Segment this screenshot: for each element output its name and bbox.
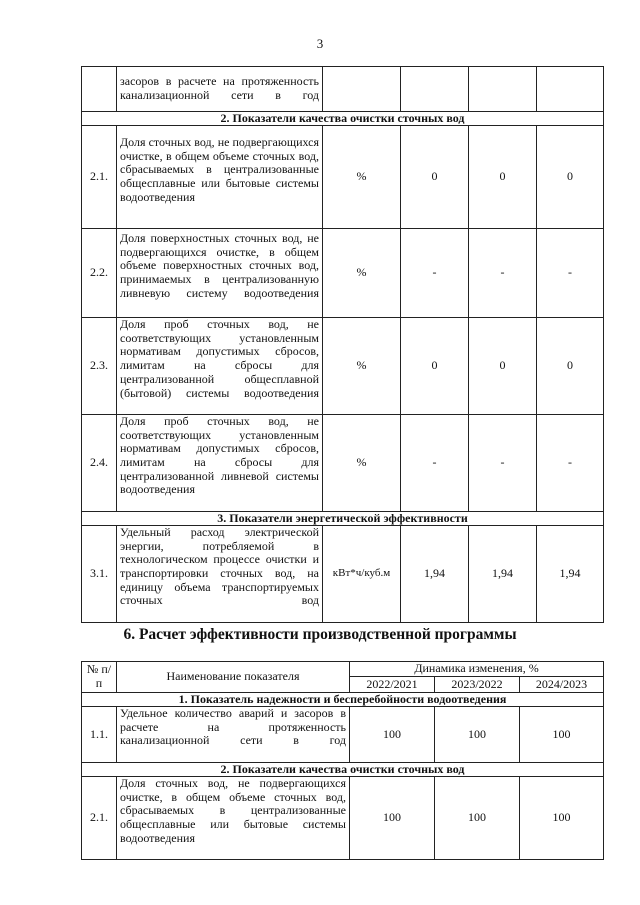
- value-cell: 1,94: [469, 525, 537, 622]
- unit: %: [323, 126, 401, 229]
- indicator-name: Доля проб сточных вод, не соответствующих установленным нормативам допустимых сбросов, лимитам на сбросы для централизованной общесплавной (бытовой) системы водоотведения: [117, 318, 323, 415]
- indicator-name: Доля поверхностных сточных вод, не подвергающихся очистке, в общем объеме поверхностных сточных вод, принимаемых в централизованную ливневую систему водоотведения: [117, 229, 323, 318]
- section-title: 1. Показатель надежности и бесперебойности водоотведения: [82, 693, 604, 707]
- table-row: [82, 707, 604, 763]
- section-title: 2. Показатели качества очистки сточных вод: [82, 112, 604, 126]
- table-row: [82, 318, 604, 415]
- value-cell: -: [469, 229, 537, 318]
- header-indicator: Наименование показателя: [117, 662, 350, 693]
- unit: %: [323, 318, 401, 415]
- table-row: [82, 776, 604, 859]
- header-number: № п/п: [82, 662, 117, 693]
- header-dynamics: Динамика изменения, %: [350, 662, 604, 677]
- header-year: 2024/2023: [520, 677, 604, 693]
- table-row: [82, 126, 604, 229]
- section-title: 3. Показатели энергетической эффективности: [82, 511, 604, 525]
- table-row: [82, 67, 604, 112]
- section-row: [82, 511, 604, 525]
- table-row: [82, 414, 604, 511]
- page-number: 3: [316, 36, 324, 51]
- row-number: 1.1.: [82, 707, 117, 763]
- header-year: 2022/2021: [350, 677, 435, 693]
- header-year: 2023/2022: [435, 677, 520, 693]
- value-cell: 100: [435, 776, 520, 859]
- value-cell: -: [401, 229, 469, 318]
- value-cell: 100: [350, 707, 435, 763]
- row-number: 3.1.: [82, 525, 117, 622]
- unit: %: [323, 414, 401, 511]
- table-row: [82, 229, 604, 318]
- value-cell: 100: [520, 776, 604, 859]
- value-cell: 100: [520, 707, 604, 763]
- unit: кВт*ч/куб.м: [323, 525, 401, 622]
- indicator-name: засоров в расчете на протяженность канализационной сети в год: [117, 67, 323, 112]
- value-cell: -: [401, 414, 469, 511]
- value-cell: 0: [401, 318, 469, 415]
- indicator-name: Доля проб сточных вод, не соответствующих установленным нормативам допустимых сбросов, лимитам на сбросы для централизованной ливневой системы водоотведения: [117, 414, 323, 511]
- section-row: [82, 693, 604, 707]
- value-cell: 100: [350, 776, 435, 859]
- value-cell: -: [537, 229, 604, 318]
- section-row: [82, 762, 604, 776]
- section-heading: 6. Расчет эффективности производственной программы: [123, 626, 517, 643]
- row-number: 2.1.: [82, 776, 117, 859]
- indicator-name: Удельный расход электрической энергии, потребляемой в технологическом процессе очистки и транспортировки сточных вод, на единицу объема транспортируемых сточных вод: [117, 525, 323, 622]
- value-cell: 1,94: [401, 525, 469, 622]
- value-cell: 100: [435, 707, 520, 763]
- indicator-name: Доля сточных вод, не подвергающихся очистке, в общем объеме сточных вод, сбрасываемых в централизованные общесплавные или бытовые системы водоотведения: [117, 776, 350, 859]
- value-cell: -: [469, 414, 537, 511]
- indicators-table: [81, 66, 604, 623]
- row-number: 2.3.: [82, 318, 117, 415]
- row-number: 2.4.: [82, 414, 117, 511]
- row-number: 2.1.: [82, 126, 117, 229]
- row-number: 2.2.: [82, 229, 117, 318]
- value-cell: 0: [537, 126, 604, 229]
- value-cell: -: [537, 414, 604, 511]
- efficiency-table: [81, 661, 604, 860]
- indicator-name: Удельное количество аварий и засоров в расчете на протяженность канализационной сети в год: [117, 707, 350, 763]
- value-cell: 0: [469, 318, 537, 415]
- unit: %: [323, 229, 401, 318]
- section-row: [82, 112, 604, 126]
- value-cell: 0: [537, 318, 604, 415]
- value-cell: 0: [469, 126, 537, 229]
- table-row: [82, 525, 604, 622]
- header-row: [82, 662, 604, 677]
- value-cell: 0: [401, 126, 469, 229]
- section-title: 2. Показатели качества очистки сточных вод: [82, 762, 604, 776]
- value-cell: 1,94: [537, 525, 604, 622]
- indicator-name: Доля сточных вод, не подвергающихся очистке, в общем объеме сточных вод, сбрасываемых в централизованные общесплавные или бытовые системы водоотведения: [117, 126, 323, 229]
